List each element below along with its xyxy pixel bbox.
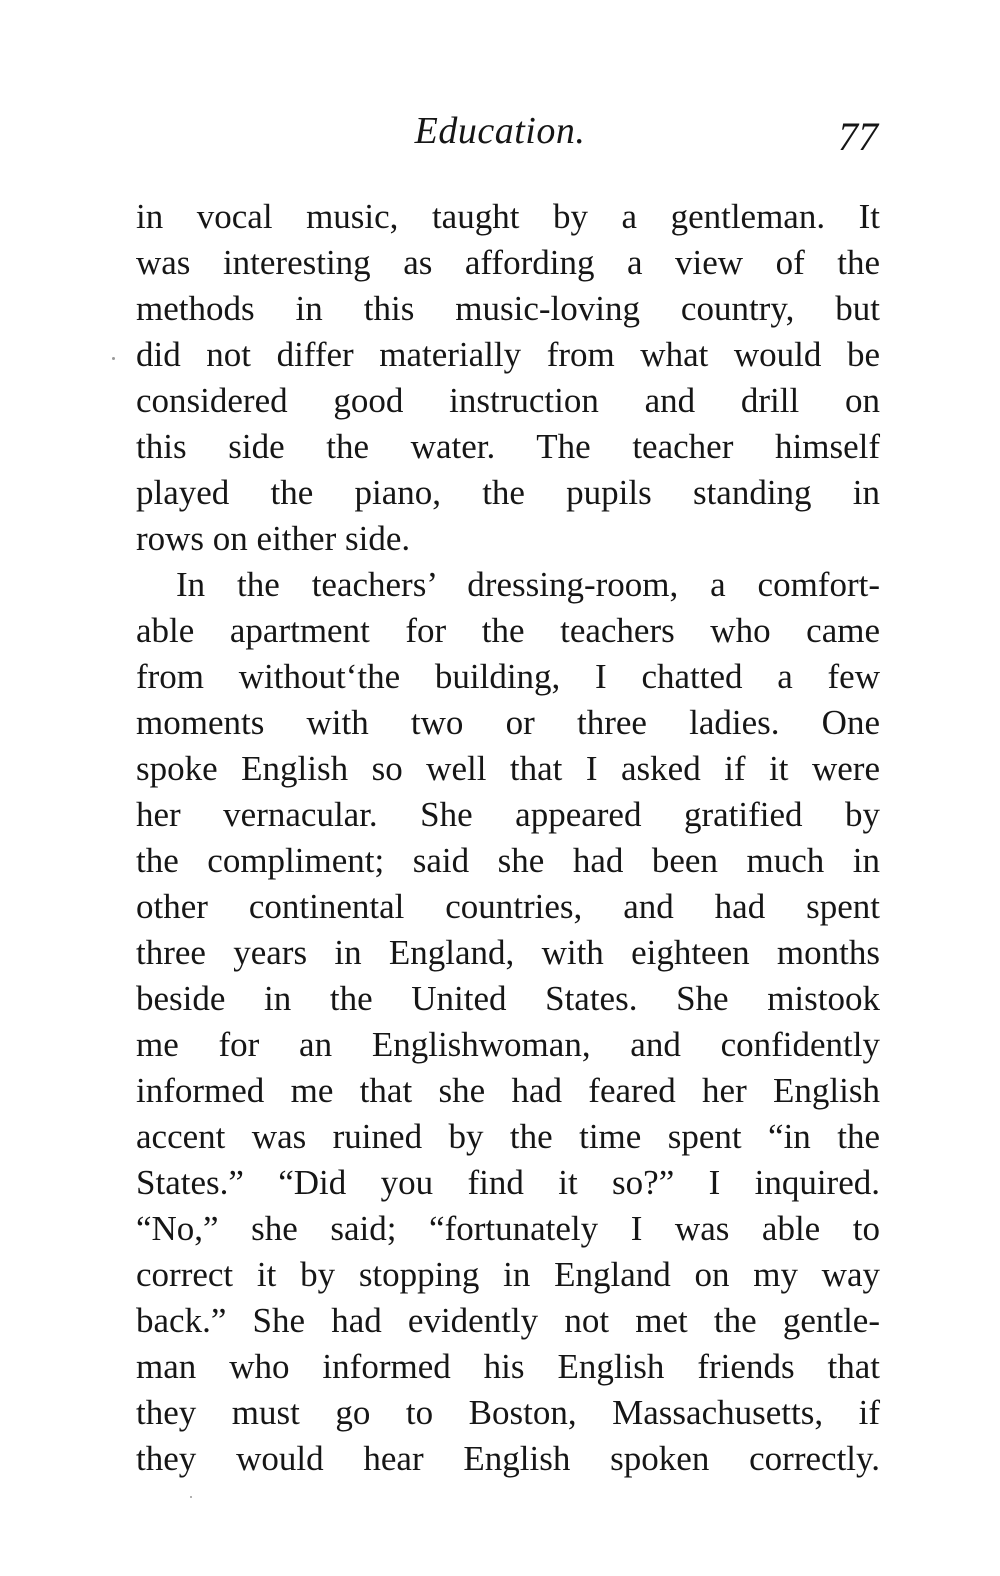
page-number: 77 xyxy=(838,114,878,159)
text-line: methods in this music-loving country, but xyxy=(136,289,880,328)
paragraph-2 xyxy=(136,562,880,1482)
text-line: other continental countries, and had spent xyxy=(136,887,880,926)
text-line: spoke English so well that I asked if it were xyxy=(136,749,880,788)
body-text xyxy=(136,194,880,1482)
text-line: her vernacular. She appeared gratified by xyxy=(136,795,880,834)
text-line: In the teachers’ dressing-room, a comfort- xyxy=(176,565,880,604)
text-line: correct it by stopping in England on my way xyxy=(136,1255,880,1294)
text-line: back.” She had evidently not met the gentle- xyxy=(136,1301,880,1340)
running-head xyxy=(0,106,1000,159)
text-line: they must go to Boston, Massachusetts, if xyxy=(136,1393,880,1432)
paragraph-1 xyxy=(136,194,880,562)
text-line: beside in the United States. She mistook xyxy=(136,979,880,1018)
text-line: did not differ materially from what would be xyxy=(136,335,880,374)
running-title: Education. xyxy=(414,110,586,152)
paper-speck xyxy=(190,1496,192,1498)
text-line: from without‘the building, I chatted a few xyxy=(136,657,880,696)
text-line: rows on either side. xyxy=(136,519,411,558)
text-line: States.” “Did you find it so?” I inquired. xyxy=(136,1163,880,1202)
text-line: considered good instruction and drill on xyxy=(136,381,880,420)
text-line: man who informed his English friends that xyxy=(136,1347,880,1386)
text-line: accent was ruined by the time spent “in the xyxy=(136,1117,880,1156)
text-line: the compliment; said she had been much in xyxy=(136,841,880,880)
text-line: played the piano, the pupils standing in xyxy=(136,473,880,512)
text-line: was interesting as affording a view of the xyxy=(136,243,880,282)
text-line: this side the water. The teacher himself xyxy=(136,427,880,466)
text-line: they would hear English spoken correctly. xyxy=(136,1439,880,1478)
text-line: three years in England, with eighteen months xyxy=(136,933,880,972)
text-line: me for an Englishwoman, and confidently xyxy=(136,1025,880,1064)
text-line: able apartment for the teachers who came xyxy=(136,611,880,650)
text-line: in vocal music, taught by a gentleman. It xyxy=(136,197,880,236)
text-line: moments with two or three ladies. One xyxy=(136,703,880,742)
text-line: informed me that she had feared her English xyxy=(136,1071,880,1110)
text-line: “No,” she said; “fortunately I was able to xyxy=(136,1209,880,1248)
paper-speck xyxy=(112,357,115,360)
